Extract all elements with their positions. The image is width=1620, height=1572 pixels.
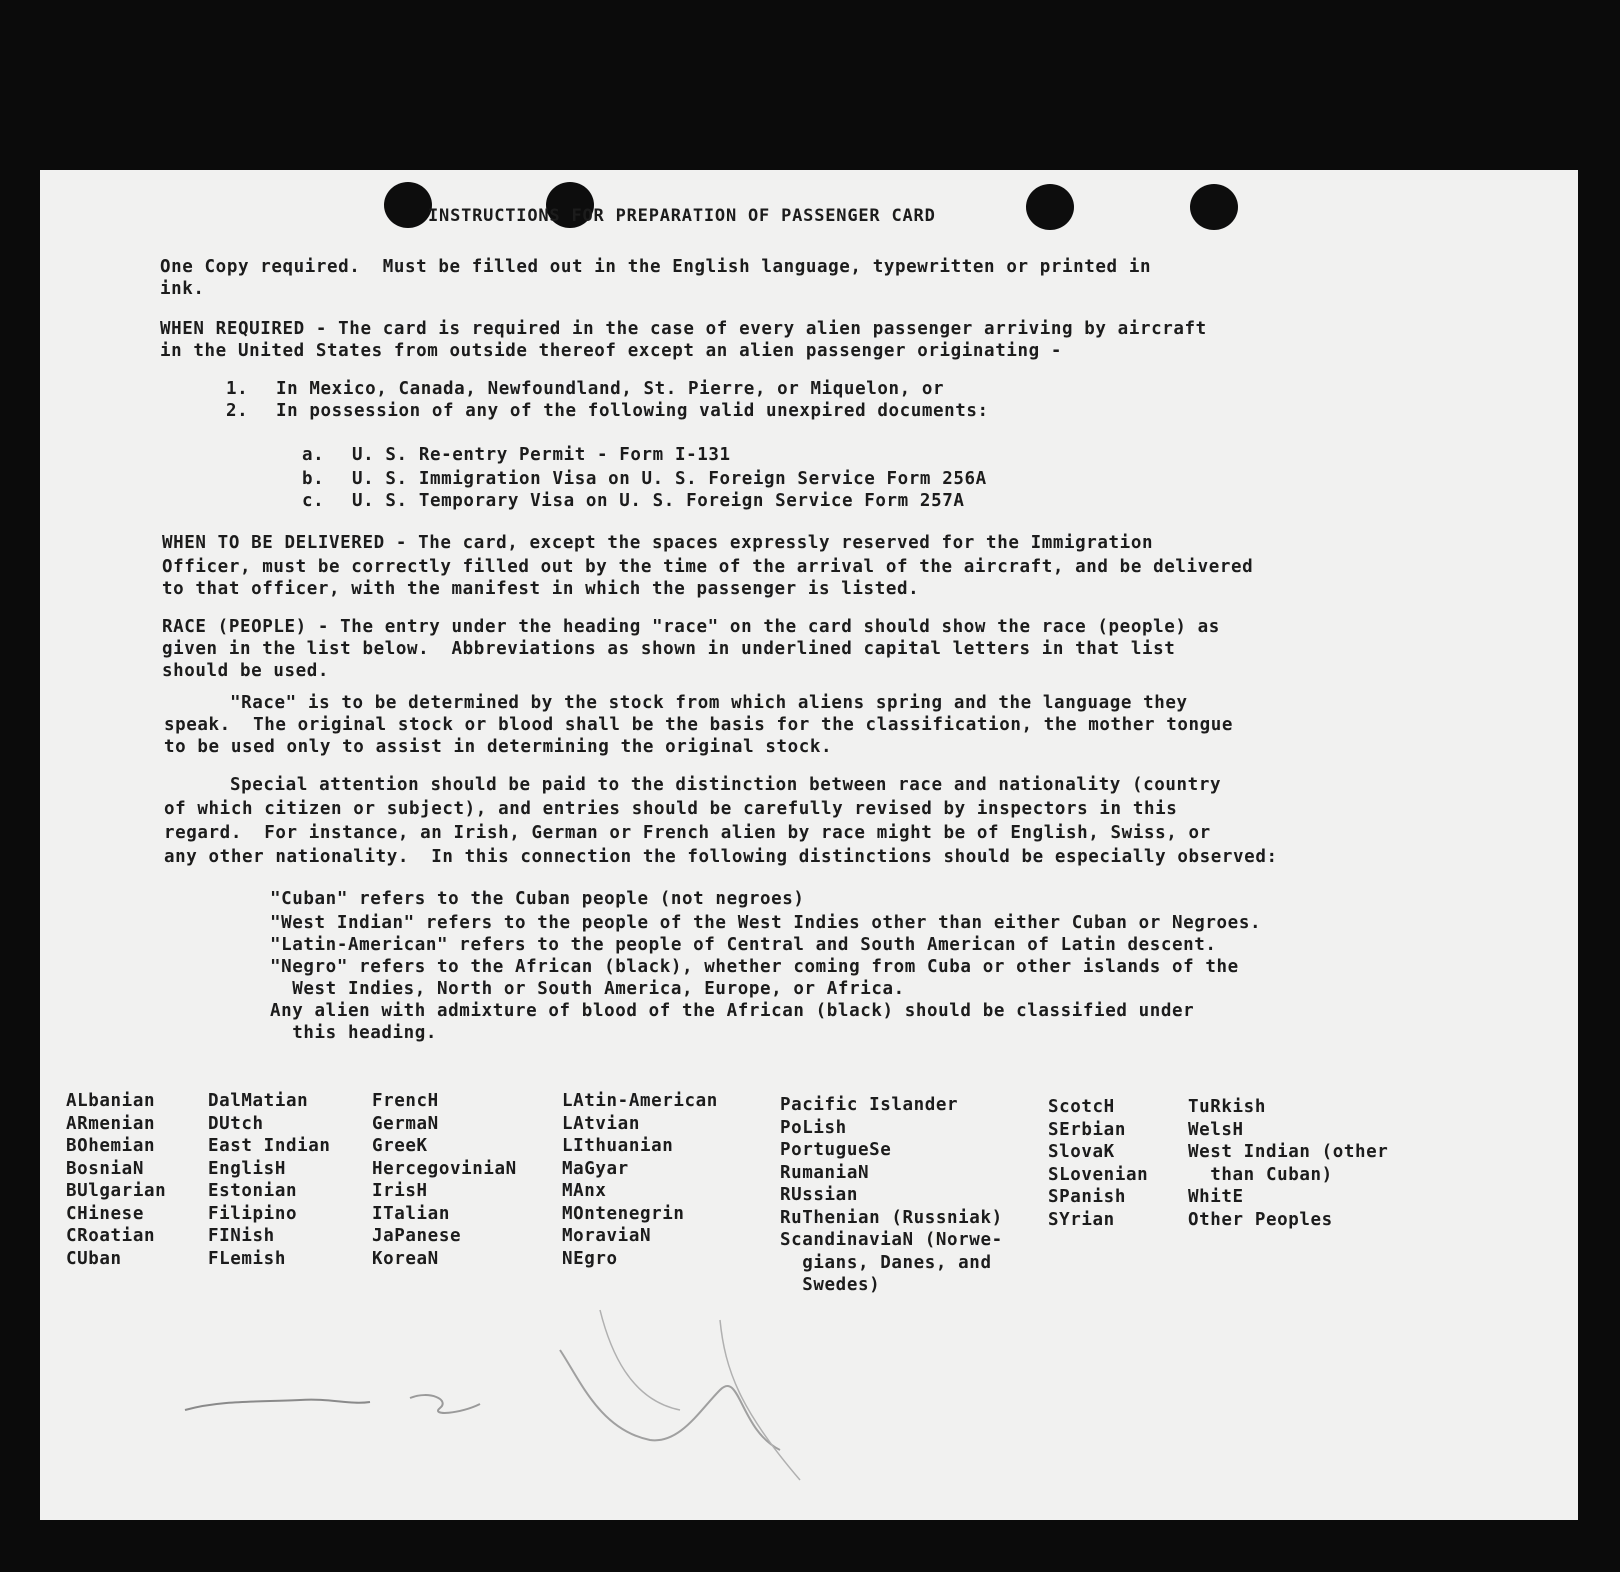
race-entry: Pacific Islander	[780, 1095, 959, 1115]
race-entry: ITalian	[372, 1203, 450, 1224]
race-entry: Swedes)	[780, 1275, 881, 1295]
punch-hole	[1026, 184, 1074, 230]
race-entry: PoLish	[780, 1117, 847, 1138]
race-entry: East Indian	[208, 1136, 331, 1156]
race-entry: than Cuban)	[1188, 1164, 1333, 1185]
race-entry: GreeK	[372, 1136, 428, 1156]
race-entry: ARmenian	[66, 1113, 156, 1134]
race-entry: ALbanian	[66, 1091, 156, 1111]
distinction-line: "Negro" refers to the African (black), whether coming from Cuba or other islands of the	[270, 957, 1239, 977]
race-entry: Other Peoples	[1188, 1209, 1333, 1230]
race-entry: IrisH	[372, 1181, 428, 1201]
race-definition-line: to be used only to assist in determining the original stock.	[164, 737, 833, 757]
lettered-text: U. S. Temporary Visa on U. S. Foreign Service Form 257A	[352, 491, 965, 511]
race-people-line: RACE (PEOPLE) - The entry under the heading "race" on the card should show the race (people) as	[162, 617, 1220, 637]
race-entry: LAtvian	[562, 1113, 640, 1134]
race-entry: LIthuanian	[562, 1136, 674, 1156]
race-entry: NEgro	[562, 1248, 618, 1269]
race-entry: WelsH	[1188, 1119, 1244, 1140]
race-entry: MoraviaN	[562, 1226, 652, 1246]
race-entry: RuThenian (Russniak)	[780, 1207, 1003, 1228]
race-entry: CUban	[66, 1248, 122, 1269]
race-entry: BUlgarian	[66, 1181, 167, 1201]
race-entry: EnglisH	[208, 1158, 286, 1179]
lettered-text: U. S. Immigration Visa on U. S. Foreign Service Form 256A	[352, 469, 987, 489]
race-entry: JaPanese	[372, 1226, 462, 1246]
numbered-text: In possession of any of the following valid unexpired documents:	[276, 401, 989, 421]
numbered-index: 2.	[226, 401, 249, 421]
race-entry: Filipino	[208, 1203, 298, 1224]
special-attention-line: any other nationality. In this connection the following distinctions should be especially observed:	[164, 847, 1278, 867]
race-entry: West Indian (other	[1188, 1142, 1389, 1162]
race-column	[780, 1094, 1003, 1297]
race-entry: gians, Danes, and	[780, 1252, 992, 1273]
numbered-index: 1.	[226, 379, 249, 399]
race-entry: RUssian	[780, 1185, 858, 1205]
race-entry: WhitE	[1188, 1187, 1244, 1207]
race-entry: ScandinaviaN (Norwe-	[780, 1230, 1003, 1250]
numbered-text: In Mexico, Canada, Newfoundland, St. Pierre, or Miquelon, or	[276, 379, 945, 399]
race-entry: RumaniaN	[780, 1162, 870, 1183]
race-entry: SLovenian	[1048, 1164, 1149, 1185]
race-entry: KoreaN	[372, 1248, 439, 1269]
race-entry: SYrian	[1048, 1209, 1115, 1230]
race-entry: ScotcH	[1048, 1097, 1115, 1117]
distinction-line: "West Indian" refers to the people of the West Indies other than either Cuban or Negroes.	[270, 913, 1262, 933]
punch-hole	[1190, 184, 1238, 230]
race-definition-line: "Race" is to be determined by the stock from which aliens spring and the language they	[230, 693, 1188, 713]
when-delivered-line: Officer, must be correctly filled out by the time of the arrival of the aircraft, and be delivered	[162, 557, 1254, 577]
handwritten-scribble	[180, 1290, 840, 1490]
race-entry: MOntenegrin	[562, 1203, 685, 1224]
race-people-line: given in the list below. Abbreviations as shown in underlined capital letters in that list	[162, 639, 1176, 659]
race-entry: FINish	[208, 1226, 275, 1246]
race-entry: SlovaK	[1048, 1142, 1115, 1162]
race-column	[208, 1090, 331, 1270]
when-delivered-line: WHEN TO BE DELIVERED - The card, except the spaces expressly reserved for the Immigration	[162, 533, 1154, 553]
race-entry: HercegoviniaN	[372, 1158, 517, 1179]
race-entry: CHinese	[66, 1203, 144, 1224]
special-attention-line: of which citizen or subject), and entries should be carefully revised by inspectors in this	[164, 799, 1178, 819]
lettered-text: U. S. Re-entry Permit - Form I-131	[352, 445, 731, 465]
race-column	[562, 1090, 718, 1270]
special-attention-line: Special attention should be paid to the distinction between race and nationality (country	[230, 775, 1222, 795]
when-required-line: WHEN REQUIRED - The card is required in the case of every alien passenger arriving by aircraft	[160, 319, 1207, 339]
document-page	[40, 170, 1578, 1520]
race-entry: Estonian	[208, 1181, 298, 1201]
distinction-line: "Latin-American" refers to the people of Central and South American of Latin descent.	[270, 935, 1217, 955]
race-entry: MaGyar	[562, 1158, 629, 1179]
distinction-line: this heading.	[270, 1023, 438, 1043]
race-entry: LAtin-American	[562, 1091, 718, 1111]
special-attention-line: regard. For instance, an Irish, German or French alien by race might be of English, Swiss, or	[164, 823, 1211, 843]
document-title: INSTRUCTIONS FOR PREPARATION OF PASSENGER CARD	[428, 206, 936, 226]
race-entry: FrencH	[372, 1091, 439, 1111]
distinction-line: West Indies, North or South America, Europe, or Africa.	[270, 979, 905, 999]
race-entry: SErbian	[1048, 1119, 1126, 1140]
race-entry: MAnx	[562, 1181, 607, 1201]
race-column	[1048, 1096, 1148, 1231]
distinction-line: "Cuban" refers to the Cuban people (not negroes)	[270, 889, 805, 909]
race-entry: FLemish	[208, 1248, 286, 1269]
race-entry: BOhemian	[66, 1136, 156, 1156]
race-entry: BosniaN	[66, 1158, 144, 1179]
race-entry: SPanish	[1048, 1187, 1126, 1207]
intro-line: ink.	[160, 279, 205, 299]
lettered-index: b.	[302, 469, 325, 489]
race-column	[372, 1090, 517, 1270]
race-entry: PortugueSe	[780, 1140, 892, 1160]
when-delivered-line: to that officer, with the manifest in which the passenger is listed.	[162, 579, 920, 599]
punch-hole	[384, 182, 432, 228]
lettered-index: c.	[302, 491, 325, 511]
when-required-line: in the United States from outside thereof except an alien passenger originating -	[160, 341, 1063, 361]
race-people-line: should be used.	[162, 661, 330, 681]
race-entry: DUtch	[208, 1113, 264, 1134]
race-definition-line: speak. The original stock or blood shall be the basis for the classification, the mother tongue	[164, 715, 1234, 735]
race-column	[1188, 1096, 1388, 1231]
race-entry: TuRkish	[1188, 1097, 1266, 1117]
race-entry: GermaN	[372, 1113, 439, 1134]
lettered-index: a.	[302, 445, 325, 465]
race-entry: CRoatian	[66, 1226, 156, 1246]
intro-line: One Copy required. Must be filled out in the English language, typewritten or printed in	[160, 257, 1152, 277]
distinction-line: Any alien with admixture of blood of the African (black) should be classified under	[270, 1001, 1195, 1021]
race-entry: DalMatian	[208, 1091, 309, 1111]
race-column	[66, 1090, 166, 1270]
